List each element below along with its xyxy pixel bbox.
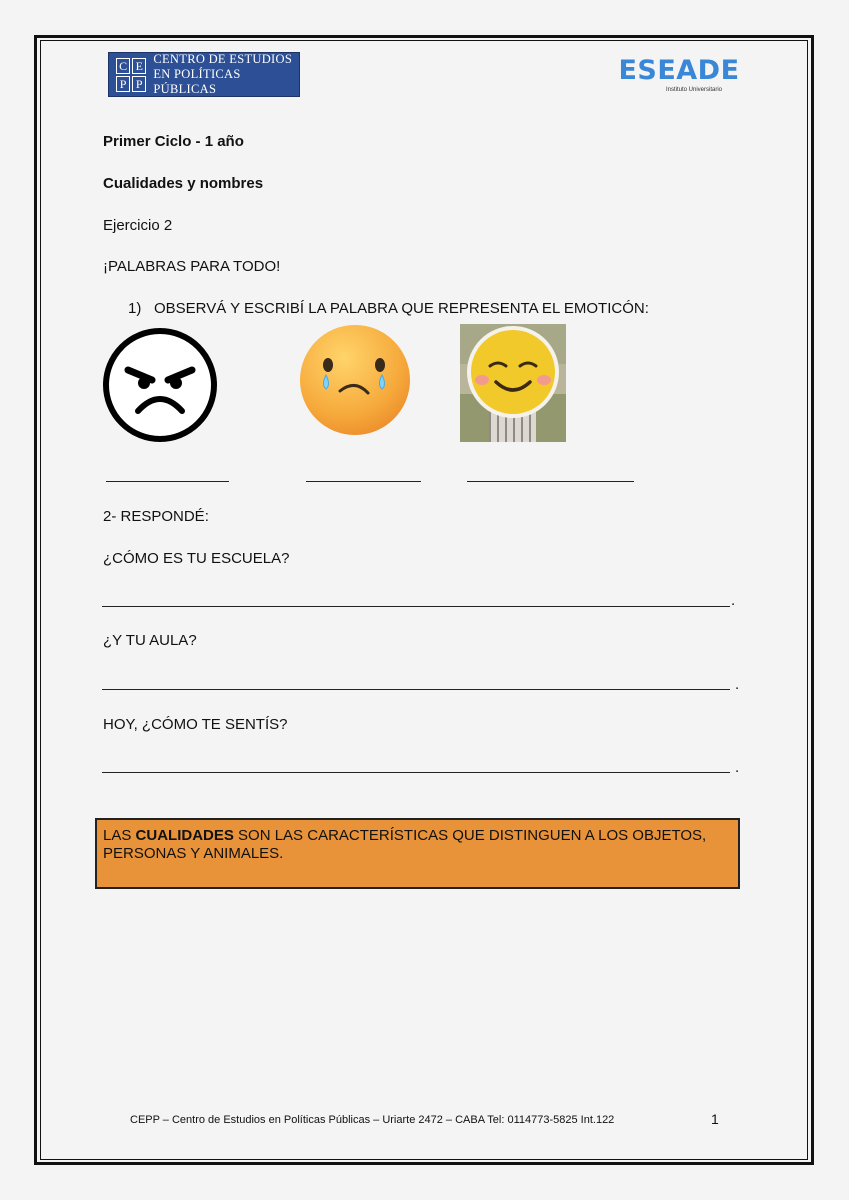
question1-text: OBSERVÁ Y ESCRIBÍ LA PALABRA QUE REPRESENTA EL EMOTICÓN:: [154, 300, 649, 317]
footer-text: CEPP – Centro de Estudios en Políticas Públicas – Uriarte 2472 – CABA Tel: 0114773-5825 Int.122: [130, 1114, 615, 1126]
qualities-definition-box: [95, 818, 740, 889]
topic-heading: Cualidades y nombres: [103, 175, 264, 192]
page-number: 1: [711, 1111, 719, 1127]
end-mark: .: [735, 676, 740, 693]
callout-keyword: CUALIDADES: [135, 827, 234, 844]
end-mark: .: [731, 592, 736, 609]
question2-title: 2- RESPONDÉ:: [103, 508, 209, 525]
answer-line-emoticon-3[interactable]: [467, 481, 634, 482]
answer-line-school[interactable]: [102, 606, 730, 607]
cepp-letter: E: [132, 58, 146, 74]
cepp-logo: [108, 52, 300, 97]
eseade-logo-subtitle: Instituto Universitario: [665, 87, 723, 93]
cepp-letter: C: [116, 58, 130, 74]
cepp-letter: P: [132, 76, 146, 92]
callout-prefix: LAS: [103, 827, 136, 844]
answer-line-classroom[interactable]: [102, 689, 730, 690]
question-school: ¿CÓMO ES TU ESCUELA?: [103, 550, 290, 567]
question-feeling: HOY, ¿CÓMO TE SENTÍS?: [103, 716, 288, 733]
question1-number: 1): [128, 300, 142, 317]
cepp-logo-line2: EN POLÍTICAS PÚBLICAS: [153, 67, 241, 96]
cycle-heading: Primer Ciclo - 1 año: [103, 133, 244, 150]
angry-face-icon: [102, 327, 218, 443]
end-mark: .: [735, 759, 740, 776]
cepp-letter: P: [116, 76, 130, 92]
cepp-logo-text: [153, 52, 299, 97]
eseade-logo-name: ESEADE: [618, 55, 740, 86]
answer-line-emoticon-2[interactable]: [306, 481, 421, 482]
page-border-inner: [40, 40, 808, 1160]
answer-line-emoticon-1[interactable]: [106, 481, 229, 482]
exercise-label: Ejercicio 2: [103, 217, 173, 234]
cepp-logo-mark: [116, 58, 146, 92]
slogan: ¡PALABRAS PARA TODO!: [103, 258, 281, 275]
eseade-logo: [616, 56, 742, 93]
crying-face-icon: [298, 323, 412, 437]
happy-face-icon: [460, 324, 566, 442]
callout-suffix: SON LAS CARACTERÍSTICAS QUE DISTINGUEN A LOS OBJETOS, PERSONAS Y ANIMALES.: [103, 827, 707, 862]
answer-line-feeling[interactable]: [102, 772, 730, 773]
question-classroom: ¿Y TU AULA?: [103, 632, 197, 649]
cepp-logo-line1: CENTRO DE ESTUDIOS: [153, 52, 293, 66]
